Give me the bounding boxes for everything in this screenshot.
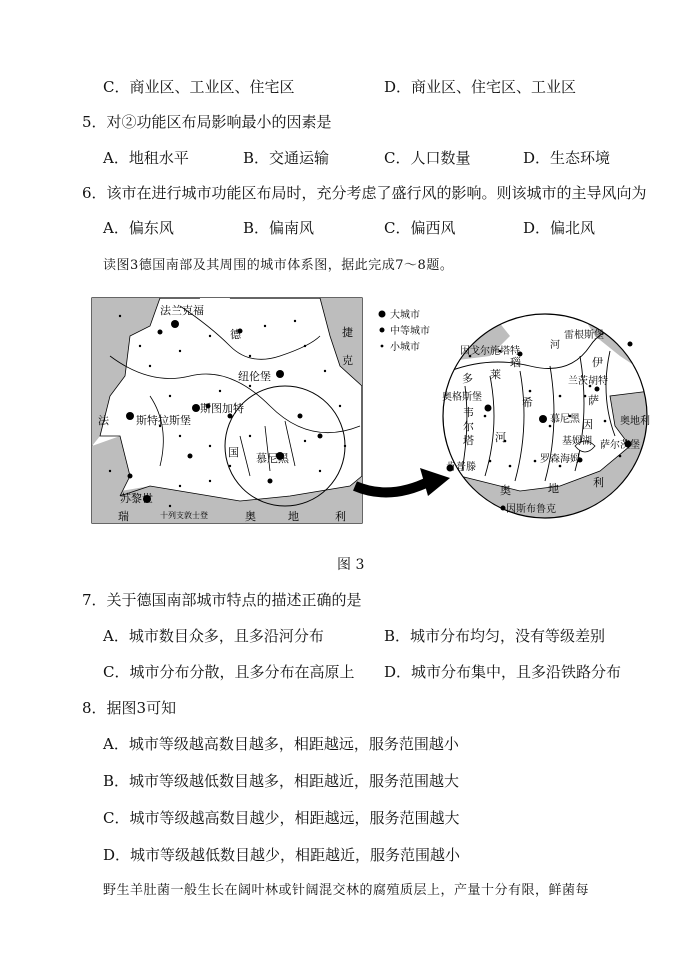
inset-label-kempten: 肯普滕 xyxy=(446,462,476,473)
q6-option-c: C．偏西风 xyxy=(384,219,456,237)
q8-stem: 8．据图3可知 xyxy=(82,699,177,717)
legend-medium-label: 中等城市 xyxy=(390,326,430,337)
inset-label-yu: 瑙 xyxy=(510,356,521,369)
inset-label-ao2: 奥 xyxy=(500,484,511,497)
inset-label-yin: 因 xyxy=(582,418,593,431)
inset-innsbruck-dot xyxy=(501,506,506,511)
q8-option-d: D．城市等级越低数目越少，相距越近，服务范围越小 xyxy=(103,846,461,864)
q7-option-a: A．城市数目众多，且多沿河分布 xyxy=(103,627,324,645)
inset-label-lai: 莱 xyxy=(490,368,501,381)
inset-label-innsbruck: 因斯布鲁克 xyxy=(506,504,556,515)
legend-small-label: 小城市 xyxy=(390,342,420,353)
inset-label-augsburg: 奥格斯堡 xyxy=(442,392,482,403)
label-zurich: 苏黎世 xyxy=(120,492,153,505)
figure-caption: 图 3 xyxy=(337,557,365,573)
q7-option-d: D．城市分布集中，且多沿铁路分布 xyxy=(384,663,622,681)
label-munich: 慕尼黑 xyxy=(256,452,289,465)
legend-medium-dot xyxy=(380,328,385,333)
label-de: 德 xyxy=(230,328,241,341)
zoom-arrow-shaft xyxy=(355,481,430,492)
label-rui: 瑞 xyxy=(118,510,129,523)
city-strasbourg-dot xyxy=(126,412,134,420)
label-stuttgart: 斯图加特 xyxy=(200,402,244,415)
city-frankfurt-dot xyxy=(171,320,179,328)
q8-option-c: C．城市等级越高数目越少，相距越远，服务范围越大 xyxy=(103,809,460,827)
label-fa: 法 xyxy=(98,414,109,427)
q5-option-c: C．人口数量 xyxy=(384,149,471,167)
label-ao: 奥 xyxy=(245,510,256,523)
q7-stem: 7．关于德国南部城市特点的描述正确的是 xyxy=(82,591,362,609)
legend xyxy=(379,308,431,353)
q6-option-d: D．偏北风 xyxy=(523,219,596,237)
q7-option-b: B．城市分布均匀，没有等级差别 xyxy=(384,627,606,645)
label-liechtenstein: 十列支敦士登 xyxy=(160,511,208,520)
label-di: 地 xyxy=(288,510,299,523)
inset-label-rosenheim: 罗森海姆 xyxy=(540,454,580,465)
q5-option-b: B．交通运输 xyxy=(243,149,330,167)
inset-label-chiemsee: 基姆湖 xyxy=(562,436,592,447)
label-ke: 克 xyxy=(342,354,353,367)
legend-small-dot xyxy=(381,345,384,348)
inset-label-austria-short: 奥地利 xyxy=(620,416,650,427)
inset-regensburg-dot xyxy=(628,342,633,347)
inset-label-regensburg: 雷根斯堡 xyxy=(564,330,604,341)
city-system-map xyxy=(90,296,650,536)
inset-label-xi: 希 xyxy=(522,396,533,409)
inset-label-landshut: 兰茨胡特 xyxy=(568,376,608,387)
label-guo: 国 xyxy=(228,446,239,459)
inset-label-ingolstadt: 因戈尔施塔特 xyxy=(460,346,520,357)
inset-label-he2: 河 xyxy=(495,431,506,444)
inset-label-er: 尔 xyxy=(463,420,474,433)
inset-label-he: 河 xyxy=(550,340,560,351)
inset-label-li2: 利 xyxy=(593,476,604,489)
label-nuremberg: 纽伦堡 xyxy=(238,370,271,383)
q8-option-a: A．城市等级越高数目越多，相距越远，服务范围越小 xyxy=(103,735,459,753)
inset-label-salzburg: 萨尔茨堡 xyxy=(600,440,640,451)
inset-label-duo: 多 xyxy=(462,372,473,385)
inset-label-ta: 塔 xyxy=(463,434,474,447)
q4-option-d: D．商业区、住宅区、工业区 xyxy=(384,78,577,96)
city-stuttgart-dot xyxy=(192,404,200,412)
q5-stem: 5．对②功能区布局影响最小的因素是 xyxy=(82,113,332,131)
label-jie: 捷 xyxy=(342,326,353,339)
q5-option-d: D．生态环境 xyxy=(523,149,611,167)
q7-option-c: C．城市分布分散，且多分布在高原上 xyxy=(103,663,355,681)
next-passage: 野生羊肚菌一般生长在阔叶林或针阔混交林的腐殖质层上，产量十分有限，鲜菌每 xyxy=(103,883,590,898)
q8-option-b: B．城市等级越低数目越多，相距越近，服务范围越大 xyxy=(103,772,460,790)
city-nuremberg-dot xyxy=(276,370,284,378)
legend-large-label: 大城市 xyxy=(390,310,420,321)
q5-option-a: A．地租水平 xyxy=(103,149,189,167)
inset-label-di2: 地 xyxy=(548,482,559,495)
label-frankfurt: 法兰克福 xyxy=(160,304,204,317)
inset-munich-dot xyxy=(539,415,547,423)
inset-label-munich: 慕尼黑 xyxy=(550,414,580,425)
inset-label-sa: 萨 xyxy=(588,394,599,407)
inset-label-yi: 伊 xyxy=(592,356,603,369)
q6-stem: 6．该市在进行城市功能区布局时，充分考虑了盛行风的影响。则该城市的主导风向为 xyxy=(82,184,647,202)
q6-option-a: A．偏东风 xyxy=(103,219,174,237)
legend-large-dot xyxy=(379,311,386,318)
figure-intro: 读图3德国南部及其周围的城市体系图，据此完成7～8题。 xyxy=(103,258,454,273)
label-li: 利 xyxy=(335,510,346,523)
inset-label-wei: 韦 xyxy=(463,406,474,419)
q6-option-b: B．偏南风 xyxy=(243,219,315,237)
q4-option-c: C．商业区、工业区、住宅区 xyxy=(103,78,295,96)
label-strasbourg: 斯特拉斯堡 xyxy=(136,414,191,427)
inset-augsburg-dot xyxy=(485,405,492,412)
inset-landshut-dot xyxy=(595,387,600,392)
